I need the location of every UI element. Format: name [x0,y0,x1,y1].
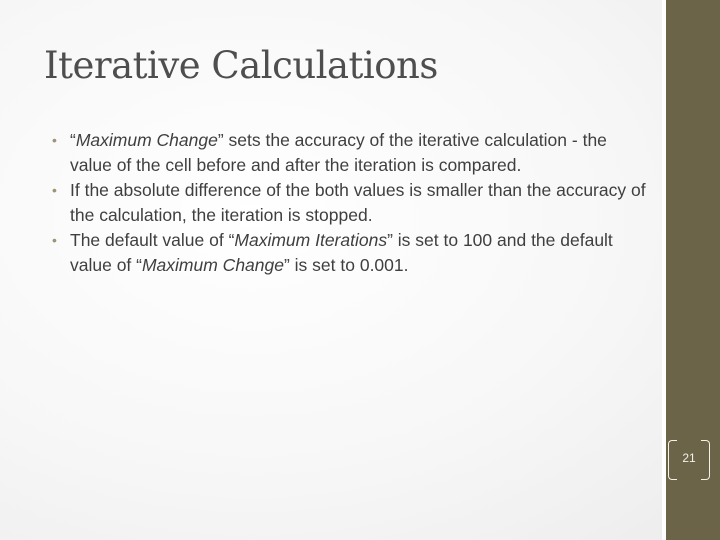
bullet-marker-icon: • [52,132,57,148]
bullet-text: ” is set to 0.001. [283,255,409,275]
slide-title: Iterative Calculations [44,44,438,87]
bullet-text: The default value of [70,230,229,250]
bracket-left-icon [668,440,677,480]
quote-close: ” [217,130,224,150]
bullet-list [52,128,652,278]
page-number-badge [666,440,720,480]
page-number: 21 [682,451,696,465]
bullet-text: sets the accuracy of the iterative calculation - the value of the cell before and after the iteration is compared. [70,130,607,175]
bullet-text: ” is set to 100 and the default value of “ [70,230,613,275]
bullet-text: If the absolute difference of the both values is smaller than the accuracy of the calculation, the iteration is stopped. [70,180,646,225]
quote-open: “ [228,230,235,250]
term-maximum-change: Maximum Change [141,255,284,275]
term-maximum-change: Maximum Change [75,130,218,150]
term-maximum-iterations: Maximum Iterations [234,230,388,250]
bullet-marker-icon: • [52,182,57,198]
bracket-right-icon [701,440,710,480]
bullet-item-1 [52,128,652,178]
quote-open: “ [70,130,76,150]
bullet-marker-icon: • [52,232,57,248]
bullet-item-2 [52,178,652,228]
bullet-item-3 [52,228,652,278]
